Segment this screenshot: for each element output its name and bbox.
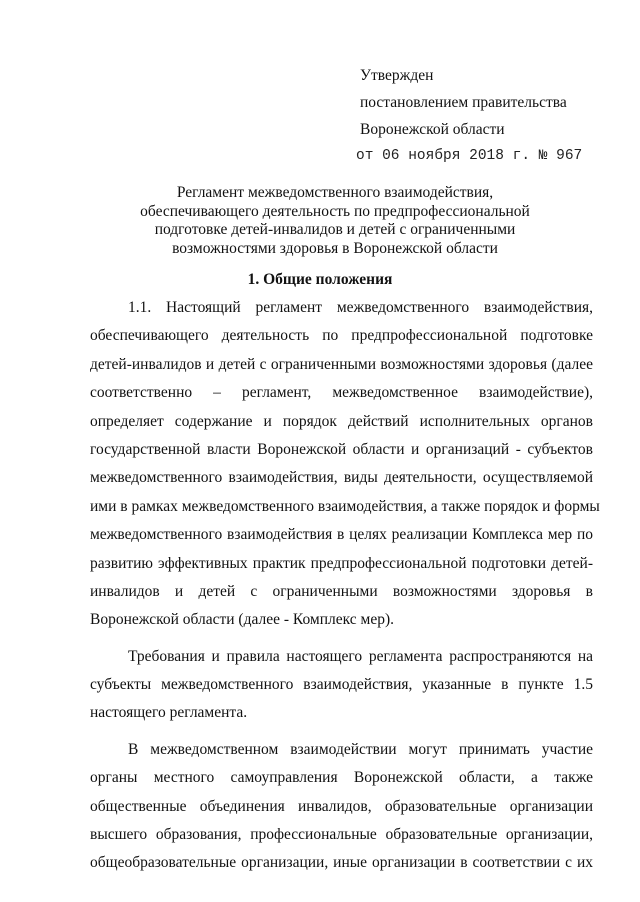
text-line: высшего образования, профессиональные образовательные организации, — [90, 826, 593, 844]
approval-line: Воронежской области — [360, 121, 505, 138]
text-line: государственной власти Воронежской области и организаций - субъектов — [90, 440, 593, 458]
text-line: соответственно – регламент, межведомственное взаимодействие), — [90, 384, 593, 402]
text-line: обеспечивающего деятельность по предпрофессиональной подготовке — [90, 327, 593, 345]
document-body — [90, 294, 600, 878]
paragraph — [90, 736, 593, 878]
text-line: настоящего регламента. — [90, 704, 248, 722]
text-line: В межведомственном взаимодействии могут принимать участие — [128, 740, 593, 758]
text-line: межведомственного взаимодействия, виды деятельности, осуществляемой — [90, 469, 593, 487]
approval-block — [356, 62, 583, 170]
title-line: возможностями здоровья в Воронежской области — [172, 239, 498, 257]
approval-date-number: от 06 ноября 2018 г. № 967 — [356, 148, 583, 164]
text-line: межведомственного взаимодействия в целях реализации Комплекса мер по — [90, 526, 593, 544]
text-line: общественные объединения инвалидов, образовательные организации — [90, 797, 593, 815]
text-line: Воронежской области (далее - Комплекс мер). — [90, 611, 395, 629]
text-line: детей-инвалидов и детей с ограниченными возможностями здоровья (далее — [90, 355, 593, 373]
approval-line: постановлением правительства — [360, 94, 567, 111]
paragraph — [90, 294, 600, 635]
title-line: Регламент межведомственного взаимодействия, — [176, 184, 494, 201]
text-line: инвалидов и детей с ограниченными возможностями здоровья в — [90, 582, 593, 600]
title-line: подготовке детей-инвалидов и детей с ограниченными — [154, 221, 516, 238]
approval-line: Утвержден — [360, 67, 434, 84]
section-heading: 1. Общие положения — [247, 271, 393, 288]
text-line: 1.1. Настоящий регламент межведомственного взаимодействия, — [128, 299, 593, 316]
text-line: общеобразовательные организации, иные организации в соответствии с их — [90, 854, 593, 872]
document-title — [120, 184, 550, 258]
text-line: ими в рамках межведомственного взаимодействия, а также порядок и формы — [90, 497, 600, 515]
text-line: субъекты межведомственного взаимодействия, указанные в пункте 1.5 — [90, 676, 593, 694]
text-line: Требования и правила настоящего регламента распространяются на — [128, 647, 593, 665]
paragraph — [90, 643, 593, 728]
text-line: органы местного самоуправления Воронежской области, а также — [90, 769, 593, 787]
text-line: развитию эффективных практик предпрофессиональной подготовки детей- — [90, 554, 593, 572]
text-line: определяет содержание и порядок действий исполнительных органов — [90, 412, 593, 430]
title-line: обеспечивающего деятельность по предпрофессиональной — [140, 202, 530, 220]
